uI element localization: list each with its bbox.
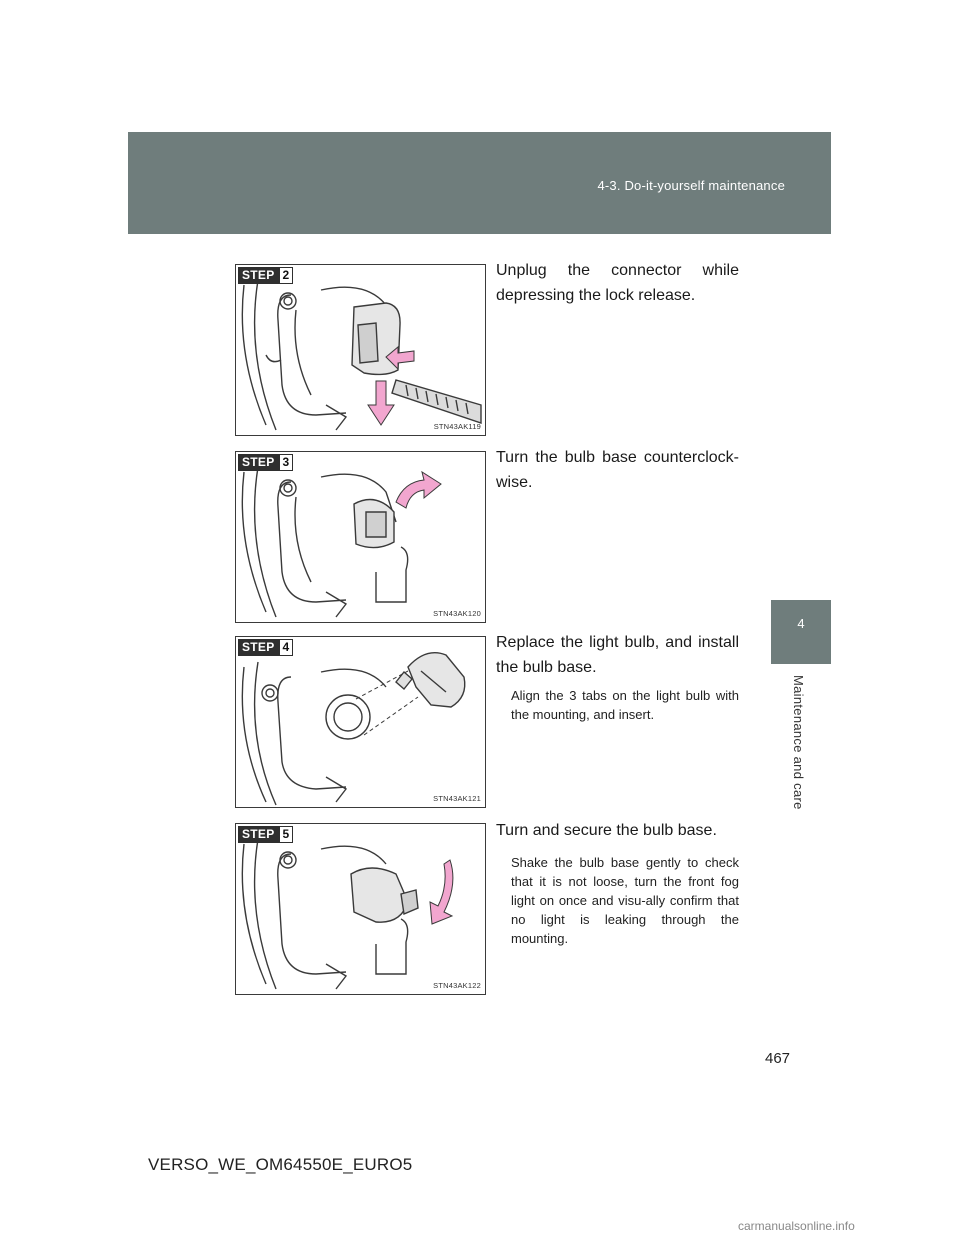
page-number: 467 — [765, 1050, 791, 1067]
step-5-text: Turn and secure the bulb base. — [496, 822, 717, 839]
step-badge: STEP 2 — [238, 267, 293, 284]
document-code: VERSO_WE_OM64550E_EURO5 — [148, 1155, 413, 1174]
step-badge: STEP 4 — [238, 639, 293, 656]
step-badge: STEP 5 — [238, 826, 293, 843]
step-2-text: Unplug the connector while depressing the lock release. — [496, 262, 739, 304]
header-band — [128, 132, 831, 234]
step-4-note: Align the 3 tabs on the light bulb with the mounting, and insert. — [511, 688, 739, 722]
step-4-text: Replace the light bulb, and install the bulb base. — [496, 634, 739, 676]
chapter-tab — [771, 600, 831, 664]
step-badge: STEP 3 — [238, 454, 293, 471]
section-title: 4-3. Do-it-yourself maintenance — [597, 178, 785, 193]
chapter-number: 4 — [797, 616, 805, 631]
watermark: carmanualsonline.info — [738, 1219, 855, 1233]
figure-code: STN43AK119 — [433, 422, 481, 431]
illustration-replace-bulb — [236, 637, 485, 807]
figure-step-3 — [235, 451, 486, 623]
figure-code: STN43AK120 — [433, 609, 481, 618]
figure-code: STN43AK121 — [433, 794, 481, 803]
figure-step-4 — [235, 636, 486, 808]
chapter-label: Maintenance and care — [791, 675, 806, 810]
illustration-turn-counterclockwise — [236, 452, 485, 622]
figure-code: STN43AK122 — [433, 981, 481, 990]
illustration-unplug-connector — [236, 265, 485, 435]
figure-step-2 — [235, 264, 486, 436]
figure-step-5 — [235, 823, 486, 995]
step-3-text: Turn the bulb base counterclock-wise. — [496, 449, 739, 491]
illustration-secure-bulb — [236, 824, 485, 994]
step-5-note: Shake the bulb base gently to check that it is not loose, turn the front fog light on once and visu-ally confirm that no light is leaking through the mounting. — [511, 855, 739, 946]
